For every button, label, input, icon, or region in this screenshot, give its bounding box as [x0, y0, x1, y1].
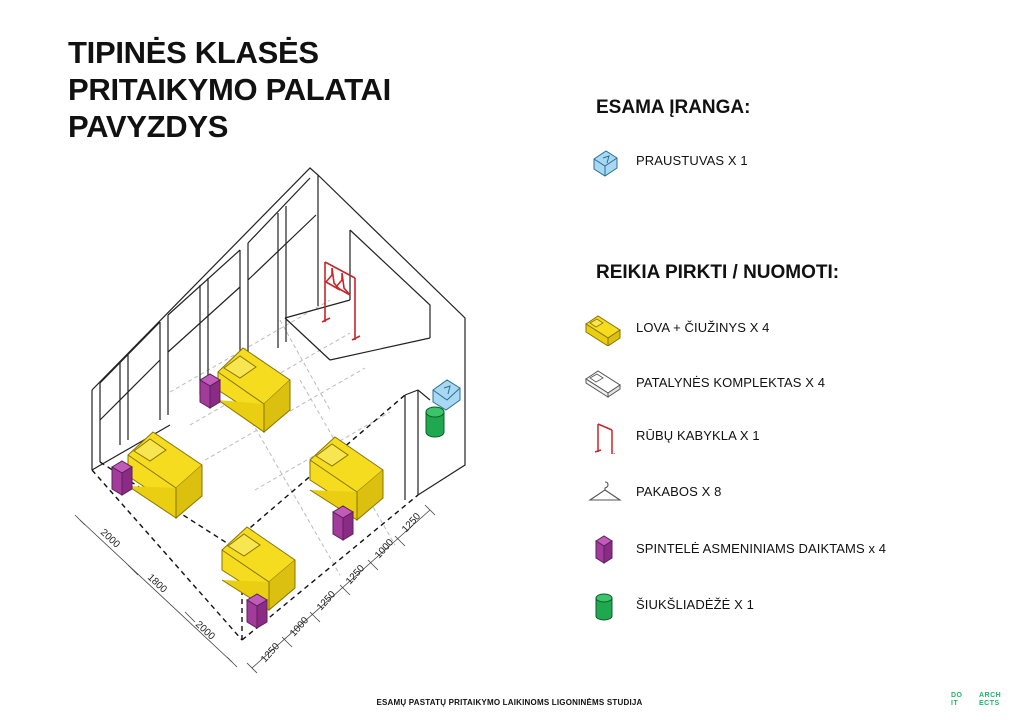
legend-label-bed: LOVA + ČIUŽINYS X 4	[636, 320, 770, 335]
sink	[433, 380, 460, 410]
logo-text-2: ARCH	[979, 692, 1002, 699]
floor-guides	[170, 300, 395, 575]
legend-item-cabinet	[584, 533, 984, 567]
legend-item-trash-bin	[584, 589, 984, 623]
cabinet-1	[200, 374, 220, 408]
trash-bin-icon	[584, 589, 624, 623]
hanger-icon	[584, 476, 624, 510]
bedding-icon	[584, 367, 624, 401]
legend-item-bed	[584, 312, 984, 346]
right-wall	[285, 175, 465, 500]
dim-bottom-6: 1250	[400, 511, 424, 536]
legend-label-sink: PRAUSTUVAS X 1	[636, 153, 748, 168]
legend-label-cabinet: SPINTELĖ ASMENINIAMS DAIKTAMS x 4	[636, 541, 887, 556]
existing-equipment-heading: ESAMA ĮRANGA:	[596, 97, 751, 118]
logo-text-4: ECTS	[979, 700, 1000, 707]
dim-bottom-5: 1000	[373, 537, 397, 562]
dim-left-2: 1800	[144, 572, 169, 596]
logo-text-1: DO	[951, 692, 963, 699]
sink-icon	[584, 145, 624, 179]
bed-2	[128, 432, 202, 518]
legend-item-clothes-rack	[584, 420, 984, 454]
dim-bottom-2: 1000	[288, 615, 312, 640]
logo-text-3: IT	[951, 700, 959, 707]
clothes-rack-icon	[584, 420, 624, 454]
window-wall	[92, 168, 318, 470]
legend-item-bedding	[584, 367, 984, 401]
title-line-3: PAVYZDYS	[68, 109, 229, 144]
legend-label-hanger: PAKABOS X 8	[636, 484, 722, 499]
cabinet-2	[112, 461, 132, 495]
title-line-2: PRITAIKYMO PALATAI	[68, 72, 391, 107]
logo	[951, 692, 1007, 708]
legend-label-bedding: PATALYNĖS KOMPLEKTAS X 4	[636, 375, 826, 390]
dim-left-3: 2000	[192, 619, 217, 643]
cabinet-3	[333, 506, 353, 540]
bed-1	[218, 348, 290, 432]
cabinet-icon	[584, 533, 624, 567]
legend-item-hanger	[584, 476, 984, 510]
footer-caption: ESAMŲ PASTATŲ PRITAIKYMO LAIKINOMS LIGONINĖMS STUDIJA	[376, 698, 643, 707]
legend-item-sink	[584, 145, 984, 179]
title-line-1: TIPINĖS KLASĖS	[68, 35, 319, 70]
dim-bottom-1: 1250	[259, 641, 283, 666]
legend-label-trash-bin: ŠIUKŠLIADĖŽĖ X 1	[636, 597, 754, 612]
needed-equipment-heading: REIKIA PIRKTI / NUOMOTI:	[596, 262, 840, 283]
dim-bottom-4: 1250	[344, 563, 368, 588]
legend-label-clothes-rack: RŪBŲ KABYKLA X 1	[636, 428, 760, 443]
bed-icon	[584, 312, 624, 346]
dim-bottom-3: 1250	[315, 589, 339, 614]
trash-bin	[426, 407, 444, 437]
dim-left-1: 2000	[97, 527, 122, 551]
cabinet-4	[247, 594, 267, 628]
